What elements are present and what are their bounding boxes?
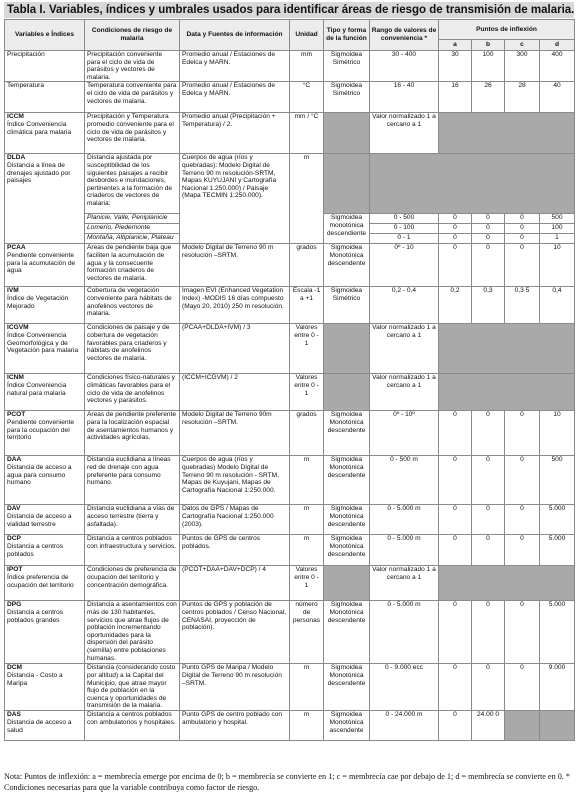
variable-label: Distancia de acceso a salud: [7, 718, 72, 734]
data-source: Imagen EVI (Enhanced Vegetation Index) -MODIS 16 días compuesto (Mayo 20, 2010) 250 m resolución.: [180, 287, 290, 324]
variable-label: Distancia a centros poblados: [7, 542, 64, 558]
range: 0 - 5.000 m: [370, 535, 439, 566]
condition: Distancia euclidiana a vías de acceso terrestre (tierra y asfaltada).: [85, 505, 180, 535]
function-type: Sigmoidea Monotónica descendente: [324, 535, 370, 566]
table-row: [5, 113, 575, 154]
variable-name: [5, 456, 85, 505]
data-source: Punto GPS de Maripa / Modelo Digital de Terreno 90 m resolución –SRTM.: [180, 664, 290, 711]
shaded-cell: [439, 374, 575, 411]
range: Valor normalizado 1 a cercano a 1: [370, 374, 439, 411]
range: 0 - 500 m: [370, 456, 439, 505]
variable-name: [5, 601, 85, 664]
function-type: Sigmoidea Monotónica descendente: [324, 244, 370, 287]
point-a: 0: [439, 411, 472, 456]
condition: Precipitación conveniente para el ciclo de vida de parásitos y vectores de malaria.: [85, 51, 180, 82]
variable-name: [5, 154, 85, 244]
point-d: 400: [540, 51, 575, 82]
function-type: Sigmoidea Monotónica descendente: [324, 664, 370, 711]
shaded-cell: [324, 154, 370, 214]
point-d: 0,4: [540, 287, 575, 324]
condition: Distancia ajustada por susceptibilidad de los siguientes paisajes a recibir desbordes e inundaciones, pertinentes a la formación de criaderos de vectores de malaria:: [85, 154, 180, 214]
point-a: 0: [439, 711, 472, 741]
header-b: b: [472, 40, 505, 51]
variable-name: [5, 244, 85, 287]
point-a: 0: [439, 664, 472, 711]
range: 0 - 5.000 m: [370, 505, 439, 535]
condition: Condiciones de preferencia de ocupación del territorio y concentración demográfica.: [85, 566, 180, 601]
function-type: Sigmoidea Monotónica descendente: [324, 601, 370, 664]
shaded-cell: [324, 374, 370, 411]
condition: Distancia (considerando costo por altitud) a la Capital del Municipio, que atrae mayor flujo de población en la cuenca y oportunidades de transmisión de la malaria.: [85, 664, 180, 711]
variable-code: IPOT: [7, 566, 23, 574]
table-row: [5, 324, 575, 374]
data-source: Punto GPS de centro poblado con ambulatorio y hospital.: [180, 711, 290, 741]
function-type: Sigmoidea monotónica descendiente: [324, 214, 370, 244]
function-type: Sigmoidea Simétrico: [324, 287, 370, 324]
variable-label: Índice Conveniencia climática para malaria: [7, 120, 72, 136]
point-a: 0: [439, 601, 472, 664]
point-c: 0: [505, 535, 540, 566]
header-function-type: Tipo y forma de la función: [324, 20, 370, 51]
point-c: 0: [505, 664, 540, 711]
variable-code: DCP: [7, 535, 21, 543]
unit: número de personas: [290, 601, 324, 664]
shaded-cell: [324, 324, 370, 374]
variable-code: PCOT: [7, 411, 26, 419]
point-a: 0,2: [439, 287, 472, 324]
shaded-cell: [370, 154, 575, 214]
variable-code: DAV: [7, 505, 21, 513]
range: Valor normalizado 1 a cercano a 1: [370, 113, 439, 154]
point-a: 0: [439, 224, 472, 234]
condition: Distancia euclidiana a líneas red de drenaje con agua preferente para consumo humano.: [85, 456, 180, 505]
range: Valor normalizado 1 a cercano a 1: [370, 566, 439, 601]
point-d: 10: [540, 411, 575, 456]
range: 0º - 10: [370, 244, 439, 287]
variable-code: PCAA: [7, 244, 26, 252]
variable-name: [5, 535, 85, 566]
table-row: [5, 51, 575, 82]
unit: Valores entre 0 - 1: [290, 374, 324, 411]
point-b: 0: [472, 664, 505, 711]
variable-code: ICCM: [7, 113, 24, 121]
point-a: 0: [439, 214, 472, 224]
point-b: 0: [472, 535, 505, 566]
condition: Condiciones físico-naturales y climáticas favorables para el ciclo de vida de anofelinos vectores y parásitos.: [85, 374, 180, 411]
range: 0 - 24.000 m: [370, 711, 439, 741]
shaded-cell: [505, 711, 540, 741]
point-d: 500: [540, 214, 575, 224]
point-b: 0: [472, 244, 505, 287]
point-d: 1: [540, 234, 575, 244]
unit: m: [290, 456, 324, 505]
data-source: Datos de GPS / Mapas de Cartografía Nacional 1:250.000 (2003).: [180, 505, 290, 535]
function-type: Sigmoidea Simétrico: [324, 82, 370, 113]
table-row: [5, 154, 575, 214]
point-c: 0: [505, 234, 540, 244]
function-type: Sigmoidea Monotónica descendente: [324, 411, 370, 456]
shaded-cell: [324, 566, 370, 601]
table-row: [5, 664, 575, 711]
shaded-cell: [439, 566, 575, 601]
condition: Distancia a centros poblados con infraestructura y servicios.: [85, 535, 180, 566]
variable-code: ICNM: [7, 374, 24, 382]
point-a: 16: [439, 82, 472, 113]
header-c: c: [505, 40, 540, 51]
point-b: 0,3: [472, 287, 505, 324]
variable-name: [5, 287, 85, 324]
point-d: 5.000: [540, 601, 575, 664]
condition: Condiciones de paisaje y de cobertura de vegetación favorables para criaderos y hábitats de anofelinos vectores de malaria.: [85, 324, 180, 374]
range: 16 - 40: [370, 82, 439, 113]
point-c: 0: [505, 505, 540, 535]
table-row: [5, 374, 575, 411]
point-c: 0: [505, 244, 540, 287]
table-title: Tabla I. Variables, índices y umbrales usados para identificar áreas de riesgo de transmisión de malaria.: [4, 2, 574, 18]
condition: Áreas de pendiente baja que faciliten la acumulación de agua y la consecuente formación criaderos de vectores de malaria.: [85, 244, 180, 287]
condition: Cobertura de vegetación conveniente para hábitats de anofelinos vectores de malaria.: [85, 287, 180, 324]
point-b: 0: [472, 505, 505, 535]
condition: Precipitación y Temperatura promedio conveniente para el ciclo de vida de parásitos y vectores de malaria.: [85, 113, 180, 154]
point-a: 0: [439, 456, 472, 505]
range: 0 - 1: [370, 234, 439, 244]
variable-label: Índice de Vegetación Mejorado: [7, 294, 69, 310]
header-d: d: [540, 40, 575, 51]
point-c: 300: [505, 51, 540, 82]
point-c: 0: [505, 411, 540, 456]
data-source: Promedio anual (Precipitación + Temperatura) / 2.: [180, 113, 290, 154]
variable-name: Temperatura: [5, 82, 85, 113]
point-b: 0: [472, 214, 505, 224]
header-unit: Unidad: [290, 20, 324, 51]
data-source: Cuerpos de agua (ríos y quebradas): Modelo Digital de Terreno 90 m resolución-SRTM, Mapas KUYUJANI y Cartografía Nacional 1:250.000) / Paisaje (Mapa TECMIN 1:250.000).: [180, 154, 290, 244]
data-source: (PCOT+DAA+DAV+DCP) / 4: [180, 566, 290, 601]
range: 0 - 9.000 ecc: [370, 664, 439, 711]
unit: grados: [290, 244, 324, 287]
header-range: Rango de valores de conveniencia *: [370, 20, 439, 51]
unit: m: [290, 505, 324, 535]
range: 0 - 100: [370, 224, 439, 234]
table-row: [5, 566, 575, 601]
unit: m: [290, 154, 324, 244]
point-c: 0,3 5: [505, 287, 540, 324]
unit: Valores entre 0 - 1: [290, 324, 324, 374]
point-a: 0: [439, 505, 472, 535]
unit: m: [290, 535, 324, 566]
data-source: Modelo Digital de Terreno 90 m resolución –SRTM.: [180, 244, 290, 287]
table-row: [5, 411, 575, 456]
variable-label: Distancia de acceso a vialidad terrestre: [7, 512, 72, 528]
point-b: 24.00 0: [472, 711, 505, 741]
point-c: 0: [505, 224, 540, 234]
variable-name: [5, 411, 85, 456]
table-row: [5, 711, 575, 741]
unit: mm: [290, 51, 324, 82]
variable-name: [5, 566, 85, 601]
shaded-cell: [324, 113, 370, 154]
point-c: 28: [505, 82, 540, 113]
unit: °C: [290, 82, 324, 113]
variable-label: Distancia a línea de drenajes ajustado por paisajes: [7, 161, 71, 185]
point-a: 0: [439, 234, 472, 244]
variable-code: DCM: [7, 664, 23, 672]
variable-code: IVM: [7, 287, 19, 295]
landscape-label: Lomerío, Piedemonte: [85, 224, 180, 234]
header-inflection-points: Puntos de inflexión: [439, 20, 575, 40]
variable-code: DAA: [7, 456, 22, 464]
point-d: 5.000: [540, 535, 575, 566]
point-c: 0: [505, 456, 540, 505]
data-source: Promedio anual / Estaciones de Edelca y MARN.: [180, 51, 290, 82]
shaded-cell: [540, 711, 575, 741]
range: 0º - 10º: [370, 411, 439, 456]
point-d: 40: [540, 82, 575, 113]
variable-code: DPG: [7, 601, 22, 609]
unit: mm / °C: [290, 113, 324, 154]
point-c: 0: [505, 214, 540, 224]
data-source: Modelo Digital de Terreno 90m resolución –SRTM.: [180, 411, 290, 456]
unit: m: [290, 711, 324, 741]
landscape-label: Planicie, Valle, Peniplanicie: [85, 214, 180, 224]
condition: Distancia a asentamientos con más de 130 habitantes, servicios que atrae flujos de población incrementando oportunidades para la dispersión del parásito (semilla) entre poblaciones humanas.: [85, 601, 180, 664]
data-source: Puntos de GPS y población de centros poblados / Censo Nacional, CENASAI, proyección de población).: [180, 601, 290, 664]
table-row: [5, 82, 575, 113]
point-b: 26: [472, 82, 505, 113]
function-type: Sigmoidea Monotónica descendente: [324, 505, 370, 535]
point-d: 500: [540, 456, 575, 505]
data-source: (PCAA+DLDA+IVM) / 3: [180, 324, 290, 374]
table-row: [5, 287, 575, 324]
variable-label: Distancia de acceso a agua para consumo humano: [7, 463, 72, 487]
shaded-cell: [439, 324, 575, 374]
point-c: 0: [505, 601, 540, 664]
variable-label: Pendiente conveniente para la ocupación del territorio: [7, 418, 75, 442]
landscape-label: Montaña, Altiplanicie, Plateau: [85, 234, 180, 244]
unit: m: [290, 664, 324, 711]
function-type: Sigmoidea Monotónica descendente: [324, 456, 370, 505]
variable-code: ICGVM: [7, 324, 29, 332]
variable-name: [5, 324, 85, 374]
point-b: 0: [472, 411, 505, 456]
variable-label: Índice Conveniencia Geomorfológica y de Vegetación para malaria: [7, 331, 79, 355]
variable-code: DLDA: [7, 154, 26, 162]
variable-name: [5, 664, 85, 711]
condition: Áreas de pendiente preferente para la localización espacial de asentamientos humanos y actividades agrícolas.: [85, 411, 180, 456]
point-a: 30: [439, 51, 472, 82]
unit: grados: [290, 411, 324, 456]
variable-name: [5, 113, 85, 154]
data-source: Cuerpos de agua (ríos y quebradas) Modelo Digital de Terreno 90 m resolución - SRTM, Mapas de Kuyujani, Mapas de Cartografía Nacional 1:250.000.: [180, 456, 290, 505]
function-type: Sigmoidea Simétrico: [324, 51, 370, 82]
table-row: [5, 456, 575, 505]
variable-name: [5, 374, 85, 411]
variable-name: [5, 711, 85, 741]
point-b: 0: [472, 601, 505, 664]
point-a: 0: [439, 535, 472, 566]
point-d: 5.000: [540, 505, 575, 535]
variables-table: [4, 19, 575, 741]
range: 0 - 5.000 m: [370, 601, 439, 664]
variable-name: Precipitación: [5, 51, 85, 82]
table-row: [5, 535, 575, 566]
header-variables: Variables e Índices: [5, 20, 85, 51]
data-source: Promedio anual / Estaciones de Edelca y MARN.: [180, 82, 290, 113]
unit: Valores entre 0 - 1: [290, 566, 324, 601]
data-source: (ICCM+ICGVM) / 2: [180, 374, 290, 411]
point-b: 0: [472, 234, 505, 244]
shaded-cell: [439, 113, 575, 154]
point-d: 10: [540, 244, 575, 287]
variable-label: Distancia - Costo a Maripa: [7, 671, 63, 687]
range: 30 - 400: [370, 51, 439, 82]
unit: Escala -1 a +1: [290, 287, 324, 324]
condition: Distancia a centros poblados con ambulatorios y hospitales.: [85, 711, 180, 741]
header-a: a: [439, 40, 472, 51]
variable-code: DAS: [7, 711, 21, 719]
point-a: 0: [439, 244, 472, 287]
variable-label: Distancia a centros poblados grandes: [7, 608, 64, 624]
variable-label: Índice Conveniencia natural para malaria: [7, 381, 67, 397]
condition: Temperatura conveniente para el ciclo de vida de parásitos y vectores de malaria.: [85, 82, 180, 113]
point-d: 9.000: [540, 664, 575, 711]
header-conditions: Condiciones de riesgo de malaria: [85, 20, 180, 51]
table-footnote: Nota: Puntos de inflexión: a = membrecía emerge por encima de 0; b = membrecía se convierte en 1; c = membrecía cae por debajo de 1; d = membrecía se convierte en 0. * Condiciones necesarias para que la variable contribuya como factor de riesgo.: [4, 772, 570, 792]
table-row: [5, 601, 575, 664]
range: Valor normalizado 1 a cercano a 1: [370, 324, 439, 374]
table-row: [5, 505, 575, 535]
range: 0,2 - 0,4: [370, 287, 439, 324]
point-b: 0: [472, 224, 505, 234]
point-b: 100: [472, 51, 505, 82]
function-type: Sigmoidea Monotónica ascendente: [324, 711, 370, 741]
variable-label: Pendiente conveniente para la acumulación de agua: [7, 251, 76, 275]
table-row: [5, 244, 575, 287]
range: 0 - 500: [370, 214, 439, 224]
variable-name: [5, 505, 85, 535]
variable-label: Índice preferencia de ocupación del territorio: [7, 573, 74, 589]
header-data-sources: Data y Fuentes de información: [180, 20, 290, 51]
data-source: Puntos de GPS de centros poblados.: [180, 535, 290, 566]
point-b: 0: [472, 456, 505, 505]
point-d: 100: [540, 224, 575, 234]
